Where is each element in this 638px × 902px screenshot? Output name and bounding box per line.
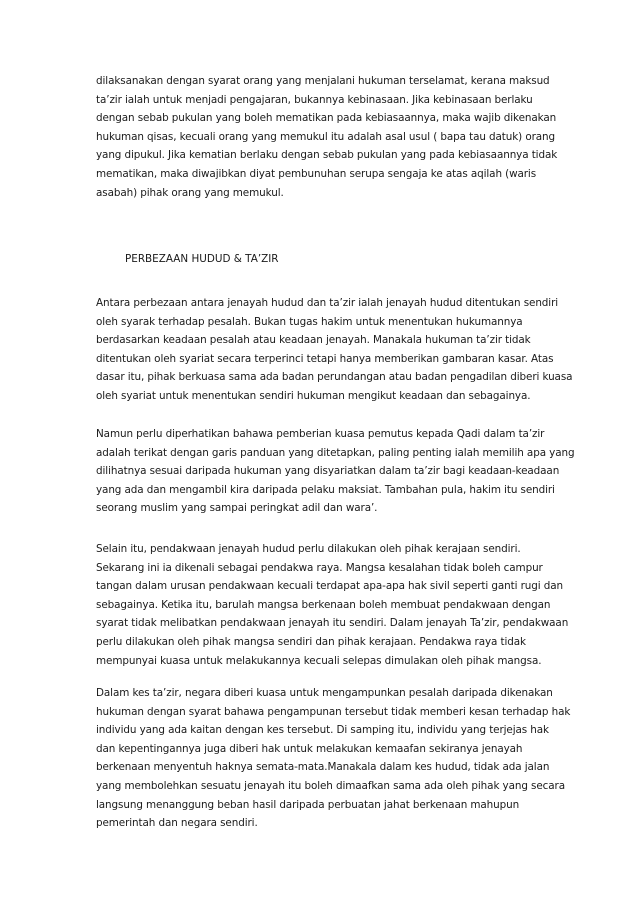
text-line: perlu dilakukan oleh pihak mangsa sendiri dan pihak kerajaan. Pendakwa raya tidak [96,635,526,648]
text-line: adalah terikat dengan garis panduan yang ditetapkan, paling penting ialah memilih apa yang [96,446,575,459]
text-line: dilihatnya sesuai daripada hukuman yang disyariatkan dalam ta’zir bagi keadaan-keadaan [96,465,560,478]
text-line: yang ada dan mengambil kira daripada pelaku maksiat. Tambahan pula, hakim itu sendiri [96,483,555,496]
text-line: tangan dalam urusan pendakwaan kecuali terdapat apa-apa hak sivil seperti ganti rugi dan [96,580,563,593]
text-line: Dalam kes ta’zir, negara diberi kuasa untuk mengampunkan pesalah daripada dikenakan [96,687,553,699]
text-line: individu yang ada kaitan dengan kes tersebut. Di samping itu, individu yang terjejas hak [96,724,549,737]
text-line: pemerintah dan negara sendiri. [96,817,258,830]
text-line: dan kepentingannya juga diberi hak untuk melakukan kemaafan sekiranya jenayah [96,742,523,755]
text-line: Namun perlu diperhatikan bahawa pemberian kuasa pemutus kepada Qadi dalam ta’zir [96,428,545,440]
text-line: oleh syariat untuk menentukan sendiri hukuman mengikut keadaan dan sebagainya. [96,389,531,402]
text-line: hukuman qisas, kecuali orang yang memukul itu adalah asal usul ( bapa tau datuk) orang [96,130,555,143]
text-line: Antara perbezaan antara jenayah hudud dan ta’zir ialah jenayah hudud ditentukan sendiri [96,297,559,309]
text-line: asabah) pihak orang yang memukul. [96,186,284,199]
text-line: dilaksanakan dengan syarat orang yang menjalani hukuman terselamat, kerana maksud [96,75,550,87]
text-line: berkenaan menyentuh haknya semata-mata.Manakala dalam kes hudud, tidak ada jalan [96,761,550,774]
text-line: mempunyai kuasa untuk melakukannya kecuali selepas dimulakan oleh pihak mangsa. [96,654,542,667]
text-line: ta’zir ialah untuk menjadi pengajaran, bukannya kebinasaan. Jika kebinasaan berlaku [96,93,533,106]
section-heading: PERBEZAAN HUDUD & TA’ZIR [125,253,279,265]
text-line: berdasarkan keadaan pesalah atau keadaan jenayah. Manakala hukuman ta’zir tidak [96,334,531,347]
text-line: mematikan, maka diwajibkan diyat pembunuhan serupa sengaja ke atas aqilah (waris [96,167,537,180]
text-line: syarat tidak melibatkan pendakwaan jenayah itu sendiri. Dalam jenayah Ta’zir, pendakwaan [96,617,569,630]
text-line: seorang muslim yang sampai peringkat adil dan wara’. [96,502,378,515]
text-line: yang membolehkan sesuatu jenayah itu boleh dimaafkan sama ada oleh pihak yang secara [96,779,565,792]
paragraph-1 [96,72,558,202]
text-line: langsung menanggung beban hasil daripada perbuatan jahat berkenaan mahupun [96,798,520,811]
text-line: sebagainya. Ketika itu, barulah mangsa berkenaan boleh membuat pendakwaan dengan [96,598,551,611]
paragraph-2 [96,294,573,406]
paragraph-3 [96,425,575,518]
text-line: dengan sebab pukulan yang boleh mematikan pada kebiasaannya, maka wajib dikenakan [96,112,557,125]
text-line: dasar itu, pihak berkuasa sama ada badan perundangan atau badan pengadilan diberi kuasa [96,371,573,384]
text-line: hukuman dengan syarat bahawa pengampunan tersebut tidak memberi kesan terhadap hak [96,705,571,718]
text-line: oleh syarak terhadap pesalah. Bukan tugas hakim untuk menentukan hukumannya [96,315,523,328]
text-line: ditentukan oleh syariat secara terperinci tetapi hanya memberikan gambaran kasar. Atas [96,352,554,365]
text-line: Selain itu, pendakwaan jenayah hudud perlu dilakukan oleh pihak kerajaan sendiri. [96,543,521,555]
paragraph-4 [96,540,569,670]
text-line: Sekarang ini ia dikenali sebagai pendakwa raya. Mangsa kesalahan tidak boleh campur [96,561,543,574]
text-line: yang dipukul. Jika kematian berlaku dengan sebab pukulan yang pada kebiasaannya tidak [96,149,558,162]
paragraph-5 [96,684,571,833]
